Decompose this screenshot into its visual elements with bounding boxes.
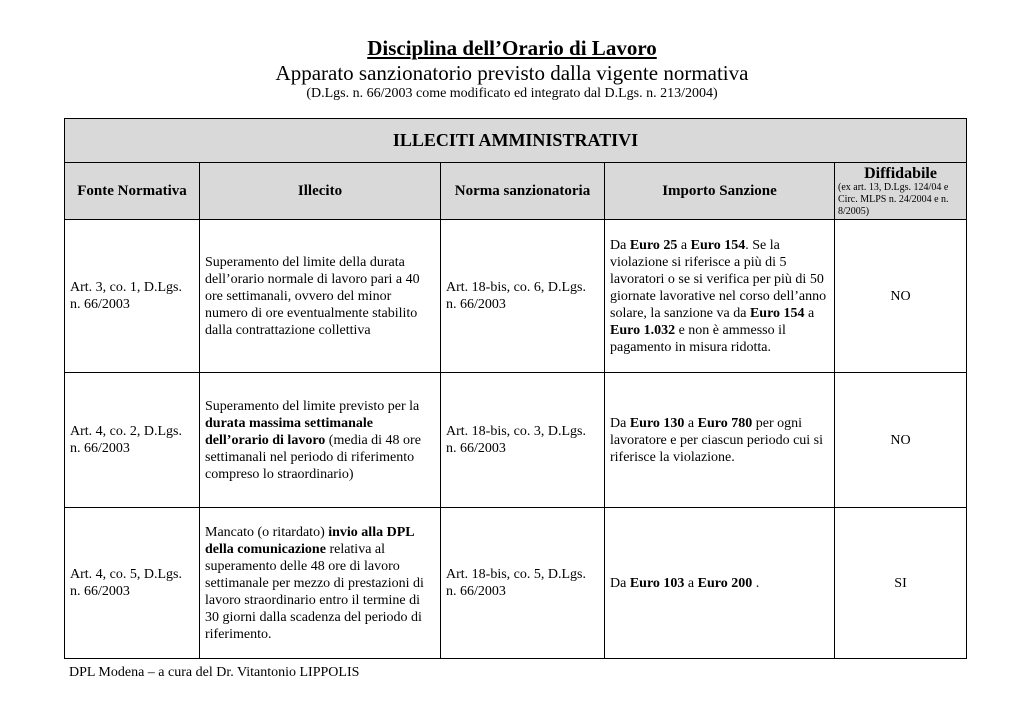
cell-importo: Da Euro 130 a Euro 780 per ogni lavoratore e per ciascun periodo cui si riferisce la violazione. xyxy=(605,373,835,508)
sanctions-table xyxy=(64,118,967,659)
diffidabile-title: Diffidabile xyxy=(864,164,937,182)
cell-illecito: Superamento del limite previsto per la durata massima settimanale dell’orario di lavoro (media di 48 ore settimanali nel periodo di riferimento compreso lo straordinario) xyxy=(200,373,441,508)
table-row xyxy=(65,373,967,508)
diffidabile-note: (ex art. 13, D.Lgs. 124/04 e Circ. MLPS n. 24/2004 e n. 8/2005) xyxy=(838,181,949,217)
table-banner-row xyxy=(65,119,967,163)
cell-fonte: Art. 3, co. 1, D.Lgs. n. 66/2003 xyxy=(65,220,200,373)
col-header-diffidabile xyxy=(835,163,967,220)
cell-diffidabile: NO xyxy=(835,373,967,508)
cell-importo: Da Euro 103 a Euro 200 . xyxy=(605,508,835,659)
cell-illecito: Superamento del limite della durata dell’orario normale di lavoro pari a 40 ore settimanali, ovvero del minor numero di ore eventualmente stabilito dalla contrattazione collettiva xyxy=(200,220,441,373)
cell-fonte: Art. 4, co. 2, D.Lgs. n. 66/2003 xyxy=(65,373,200,508)
table-header-row xyxy=(65,163,967,220)
cell-diffidabile: SI xyxy=(835,508,967,659)
table-banner: ILLECITI AMMINISTRATIVI xyxy=(65,119,967,163)
col-header-illecito: Illecito xyxy=(200,163,441,220)
footer-credit: DPL Modena – a cura del Dr. Vitantonio LIPPOLIS xyxy=(69,665,360,680)
cell-norma: Art. 18-bis, co. 3, D.Lgs. n. 66/2003 xyxy=(441,373,605,508)
cell-norma: Art. 18-bis, co. 5, D.Lgs. n. 66/2003 xyxy=(441,508,605,659)
cell-norma: Art. 18-bis, co. 6, D.Lgs. n. 66/2003 xyxy=(441,220,605,373)
cell-fonte: Art. 4, co. 5, D.Lgs. n. 66/2003 xyxy=(65,508,200,659)
legal-reference: (D.Lgs. n. 66/2003 come modificato ed integrato dal D.Lgs. n. 213/2004) xyxy=(306,86,718,101)
page-subtitle: Apparato sanzionatorio previsto dalla vigente normativa xyxy=(275,61,749,85)
table-row xyxy=(65,220,967,373)
cell-illecito: Mancato (o ritardato) invio alla DPL della comunicazione relativa al superamento delle 48 ore di lavoro settimanale per mezzo di prestazioni di lavoro straordinario entro il termine di 30 giorni dalla scadenza del periodo di riferimento. xyxy=(200,508,441,659)
col-header-importo: Importo Sanzione xyxy=(605,163,835,220)
table-row xyxy=(65,508,967,659)
page-title: Disciplina dell’Orario di Lavoro xyxy=(367,36,657,60)
cell-diffidabile: NO xyxy=(835,220,967,373)
col-header-norma: Norma sanzionatoria xyxy=(441,163,605,220)
cell-importo: Da Euro 25 a Euro 154. Se la violazione si riferisce a più di 5 lavoratori o se si verifica per più di 50 giornate lavorative nel corso dell’anno solare, la sanzione va da Euro 154 a Euro 1.032 e non è ammesso il pagamento in misura ridotta. xyxy=(605,220,835,373)
col-header-fonte: Fonte Normativa xyxy=(65,163,200,220)
